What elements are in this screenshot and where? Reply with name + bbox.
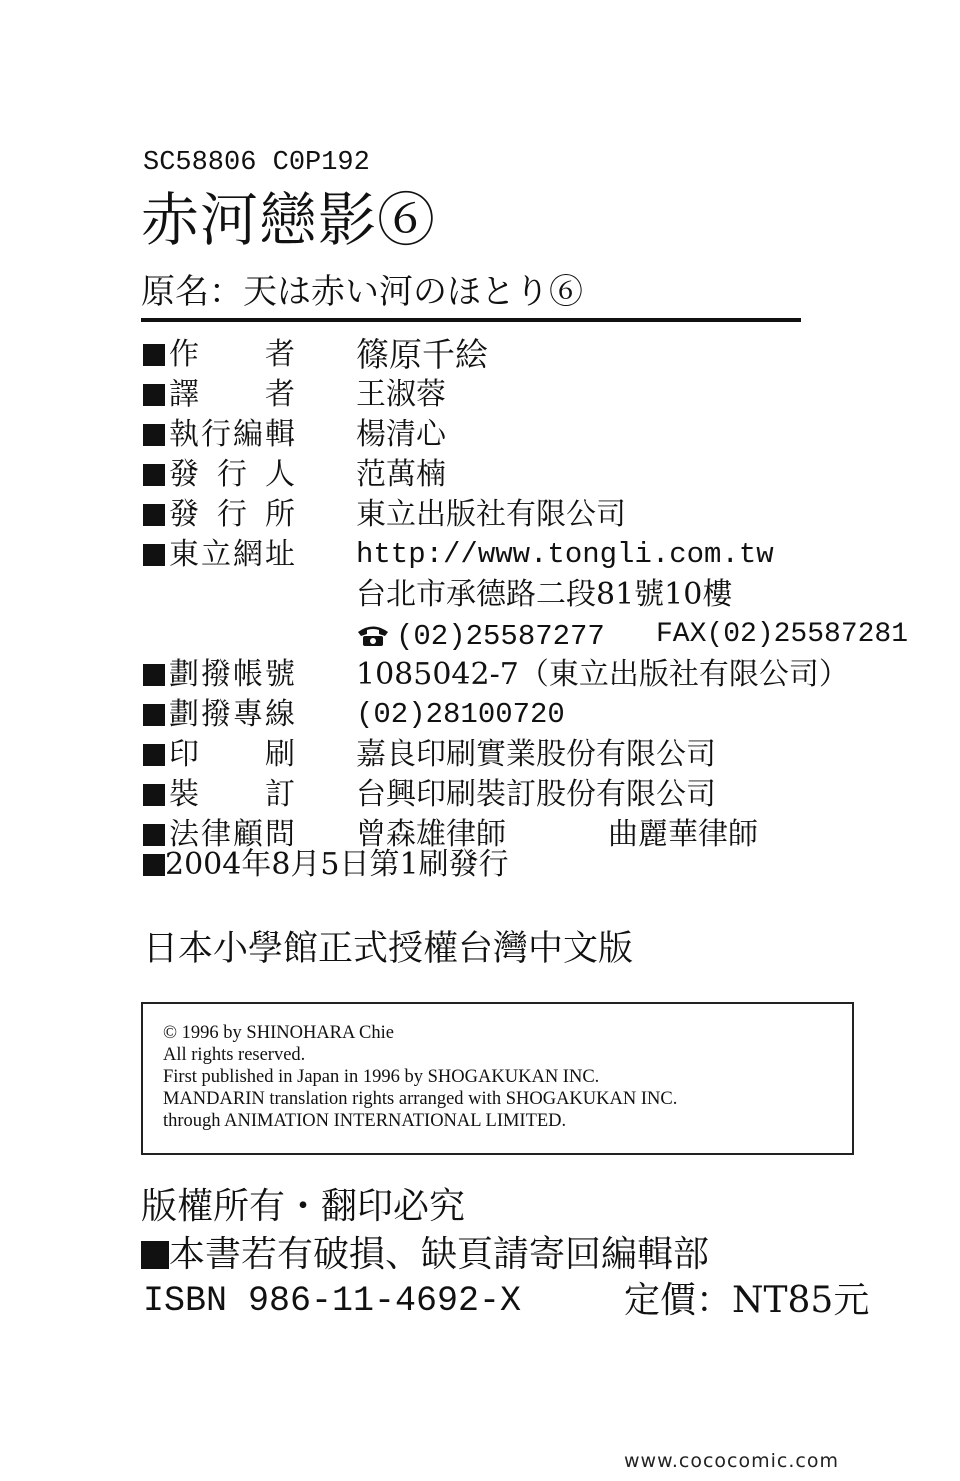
bullet-square-icon xyxy=(143,344,165,366)
postal-account-label: 劃撥帳號 xyxy=(169,657,295,692)
postal-line-label: 劃撥專線 xyxy=(169,697,295,732)
publisher-name: 東立出版社有限公司 xyxy=(356,497,626,532)
lawyer-2: 曲麗華律師 xyxy=(608,817,758,852)
copyright-line: through ANIMATION INTERNATIONAL LIMITED. xyxy=(163,1111,567,1131)
bullet-square-icon xyxy=(143,424,165,446)
publisher-label: 發行所 xyxy=(169,497,295,532)
bullet-square-icon xyxy=(141,1241,169,1269)
bullet-square-icon xyxy=(143,504,165,526)
bullet-square-icon xyxy=(143,464,165,486)
bullet-square-icon xyxy=(143,744,165,766)
translator-label: 譯者 xyxy=(169,377,295,412)
author-label: 作者 xyxy=(169,337,295,372)
credit-row-publisher xyxy=(143,496,295,534)
phone-row xyxy=(356,616,605,656)
lawyer-1: 曾森雄律師 xyxy=(356,817,506,852)
credit-row-printer xyxy=(143,736,295,774)
bullet-square-icon xyxy=(143,824,165,846)
phone-number: (02)25587277 xyxy=(396,620,605,653)
copyright-line: MANDARIN translation rights arranged with SHOGAKUKAN INC. xyxy=(163,1089,678,1109)
phone-icon xyxy=(356,623,390,647)
copyright-line: © 1996 by SHINOHARA Chie xyxy=(163,1023,394,1043)
publisher-person-name: 范萬楠 xyxy=(356,457,446,492)
copyright-box xyxy=(141,1002,854,1155)
bullet-square-icon xyxy=(143,384,165,406)
bullet-square-icon xyxy=(143,704,165,726)
editor-name: 楊清心 xyxy=(356,417,446,452)
credit-row-translator xyxy=(143,376,295,414)
translator-name: 王淑蓉 xyxy=(356,377,446,412)
copyright-lines xyxy=(163,1022,677,1132)
author-name: 篠原千絵 xyxy=(356,335,488,374)
publication-date-row xyxy=(143,846,509,884)
copyright-line: First published in Japan in 1996 by SHOGAKUKAN INC. xyxy=(163,1067,600,1087)
original-title: 原名：天は赤い河のほとり⑥ xyxy=(141,272,583,312)
binder-label: 裝訂 xyxy=(169,777,295,812)
site-watermark: www.cococomic.com xyxy=(624,1450,839,1472)
credit-row-publisher-person xyxy=(143,456,295,494)
bullet-square-icon xyxy=(143,664,165,686)
binder-name: 台興印刷裝訂股份有限公司 xyxy=(356,777,716,812)
price: 定價：NT85元 xyxy=(624,1280,870,1321)
title-divider xyxy=(141,318,801,322)
printer-name: 嘉良印刷實業股份有限公司 xyxy=(356,737,716,772)
website-url: http://www.tongli.com.tw xyxy=(356,538,774,571)
bullet-square-icon xyxy=(143,784,165,806)
printer-label: 印刷 xyxy=(169,737,295,772)
isbn: ISBN 986-11-4692-X xyxy=(143,1281,522,1321)
damage-notice-row xyxy=(141,1232,709,1278)
credit-row-author xyxy=(143,336,295,374)
book-title: 赤河戀影⑥ xyxy=(141,186,437,254)
fax-number: FAX(02)25587281 xyxy=(656,619,909,650)
credit-row-postal-line xyxy=(143,696,295,734)
copyright-line: All rights reserved. xyxy=(163,1045,306,1065)
rights-notice: 版權所有・翻印必究 xyxy=(141,1186,466,1227)
website-label: 東立網址 xyxy=(169,537,295,572)
credit-row-website xyxy=(143,536,295,574)
legal-label: 法律顧問 xyxy=(169,817,295,852)
postal-account: 1085042-7（東立出版社有限公司） xyxy=(356,657,849,692)
postal-line: (02)28100720 xyxy=(356,698,565,731)
address: 台北市承德路二段81號10樓 xyxy=(356,577,733,612)
editor-label: 執行編輯 xyxy=(169,417,295,452)
publication-date: 2004年8月5日第1刷發行 xyxy=(165,847,509,882)
credit-row-postal-account xyxy=(143,656,295,694)
authorization-notice: 日本小學館正式授權台灣中文版 xyxy=(143,929,634,969)
credit-row-editor xyxy=(143,416,295,454)
product-code: SC58806 C0P192 xyxy=(143,148,370,178)
bullet-square-icon xyxy=(143,544,165,566)
damage-notice: 本書若有破損、缺頁請寄回編輯部 xyxy=(169,1234,710,1275)
bullet-square-icon xyxy=(143,854,165,876)
publisher-person-label: 發行人 xyxy=(169,457,295,492)
credit-row-binder xyxy=(143,776,295,814)
